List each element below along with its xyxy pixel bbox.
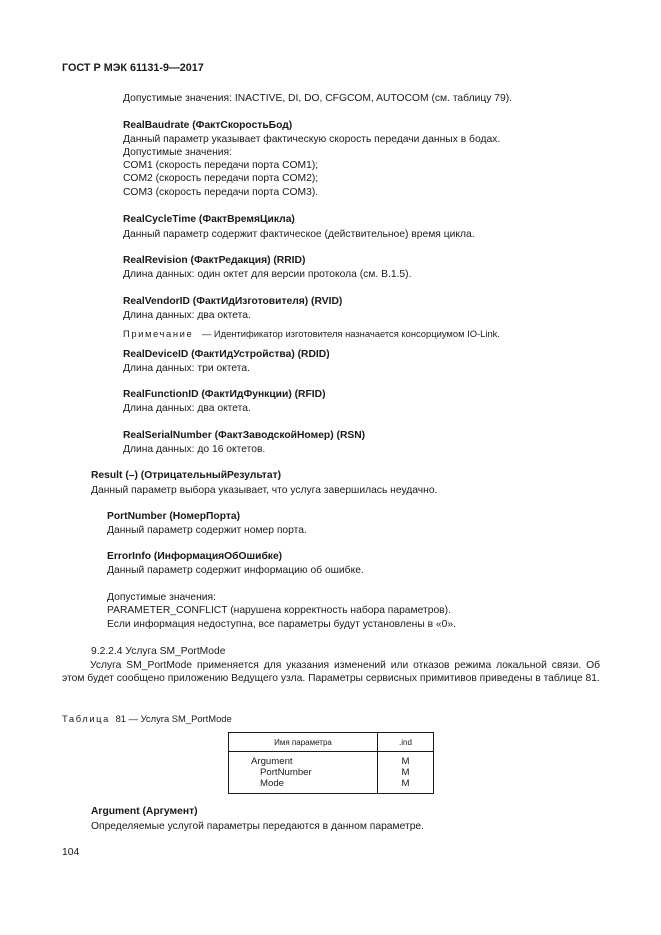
- baud-title: RealBaudrate (ФактСкоростьБод): [123, 120, 293, 131]
- com1-line: COM1 (скорость передачи порта COM1);: [123, 160, 319, 171]
- row-ind-argument: M: [401, 756, 410, 767]
- com3-line: COM3 (скорость передачи порта COM3).: [123, 187, 319, 198]
- cycle-desc: Данный параметр содержит фактическое (действительное) время цикла.: [123, 229, 475, 240]
- revision-title: RealRevision (ФактРедакция) (RRID): [123, 255, 306, 266]
- row-name-mode: Mode: [260, 778, 284, 789]
- row-name-argument: Argument: [251, 756, 293, 767]
- row-name-portnumber: PortNumber: [260, 767, 312, 778]
- section-paragraph: [62, 659, 600, 686]
- port-desc: Данный параметр содержит номер порта.: [107, 525, 307, 536]
- vendor-desc: Длина данных: два октета.: [123, 310, 251, 321]
- section-heading: 9.2.2.4 Услуга SM_PortMode: [91, 646, 226, 657]
- vendor-title: RealVendorID (ФактИдИзготовителя) (RVID): [123, 296, 343, 307]
- function-title: RealFunctionID (ФактИдФункции) (RFID): [123, 389, 326, 400]
- argument-desc: Определяемые услугой параметры передаются в данном параметре.: [91, 821, 425, 832]
- port-title: PortNumber (НомерПорта): [107, 511, 241, 522]
- table-caption-text: 81 — Услуга SM_PortMode: [115, 713, 232, 724]
- section-paragraph-text: Услуга SM_PortMode применяется для указания изменений или отказов режима локальной связи. Об этом будет сообщено приложению Ведущего узла. Параметры сервисных примитивов приведены в таблице 81.: [62, 660, 600, 685]
- vendor-note: [123, 327, 500, 340]
- table-row: [229, 752, 434, 794]
- error-title: ErrorInfo (ИнформацияОбОшибке): [107, 551, 283, 562]
- parameters-table: [228, 732, 434, 794]
- revision-desc: Длина данных: один октет для версии протокола (см. В.1.5).: [123, 269, 412, 280]
- cycle-title: RealCycleTime (ФактВремяЦикла): [123, 214, 295, 225]
- allowed-values-line: Допустимые значения: INACTIVE, DI, DO, CFGCOM, AUTOCOM (см. таблицу 79).: [123, 93, 512, 104]
- result-title: Result (–) (ОтрицательныйРезультат): [91, 470, 282, 481]
- error-allowed: Допустимые значения:: [107, 592, 216, 603]
- row-ind-portnumber: M: [401, 767, 410, 778]
- table-header-row: [229, 733, 434, 752]
- serial-title: RealSerialNumber (ФактЗаводскойНомер) (RSN): [123, 430, 366, 441]
- table-cell-ind: [378, 752, 434, 794]
- baud-desc: Данный параметр указывает фактическую скорость передачи данных в бодах.: [123, 134, 501, 145]
- error-unavailable-line: Если информация недоступна, все параметры будут установлены в «0».: [107, 619, 456, 630]
- function-desc: Длина данных: два октета.: [123, 403, 251, 414]
- page-number: 104: [62, 847, 80, 858]
- table-caption: [62, 712, 232, 725]
- com2-line: COM2 (скорость передачи порта COM2);: [123, 173, 319, 184]
- table-caption-label: Таблица: [62, 713, 110, 724]
- baud-allowed: Допустимые значения:: [123, 147, 232, 158]
- result-desc: Данный параметр выбора указывает, что услуга завершилась неудачно.: [91, 485, 438, 496]
- device-title: RealDeviceID (ФактИдУстройства) (RDID): [123, 349, 330, 360]
- argument-title: Argument (Аргумент): [91, 806, 198, 817]
- param-conflict-line: PARAMETER_CONFLICT (нарушена корректность набора параметров).: [107, 605, 451, 616]
- error-desc: Данный параметр содержит информацию об ошибке.: [107, 565, 364, 576]
- device-desc: Длина данных: три октета.: [123, 363, 250, 374]
- note-label: Примечание: [123, 328, 194, 339]
- table-header-ind: .ind: [378, 733, 434, 752]
- table-cell-names: [229, 752, 378, 794]
- serial-desc: Длина данных: до 16 октетов.: [123, 444, 266, 455]
- table-header-name: Имя параметра: [229, 733, 378, 752]
- document-header: ГОСТ Р МЭК 61131-9—2017: [62, 62, 204, 74]
- note-text: — Идентификатор изготовителя назначается консорциумом IO-Link.: [201, 328, 500, 339]
- row-ind-mode: M: [401, 778, 410, 789]
